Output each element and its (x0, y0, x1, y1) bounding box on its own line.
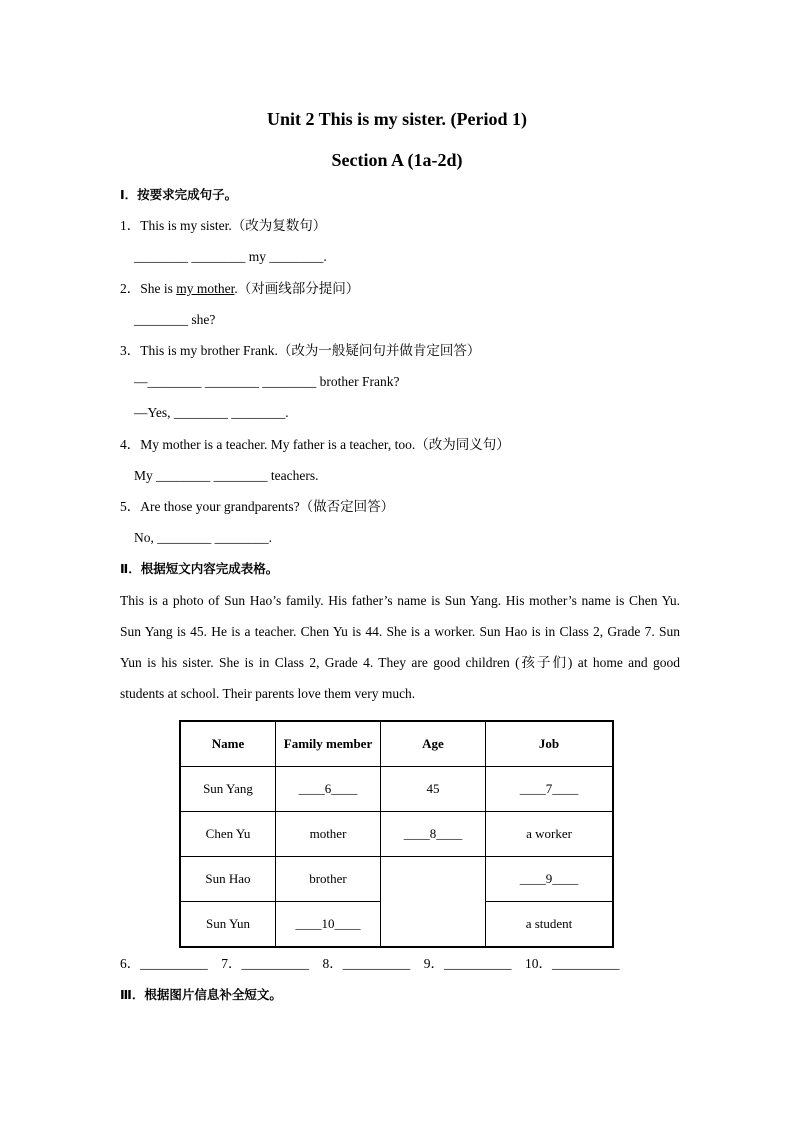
question-3-blank-2[interactable]: —Yes, ________ ________. (134, 405, 289, 420)
question-3: 3．This is my brother Frank.（改为一般疑问句并做肯定回答） (120, 343, 481, 358)
section-3-heading: Ⅲ．根据图片信息补全短文。 (120, 987, 282, 1002)
question-5: 5．Are those your grandparents?（做否定回答） (120, 499, 395, 514)
header-name: Name (180, 721, 276, 767)
question-4: 4．My mother is a teacher. My father is a teacher, too.（改为同义句） (120, 437, 510, 452)
cell-blank-9[interactable]: ____9____ (486, 857, 614, 902)
cell-job: a student (486, 902, 614, 948)
section-2-heading: Ⅱ．根据短文内容完成表格。 (120, 561, 279, 576)
cell-member: mother (276, 812, 381, 857)
cell-job: a worker (486, 812, 614, 857)
table-row (180, 857, 613, 902)
cell-blank-8[interactable]: ____8____ (381, 812, 486, 857)
page-subtitle: Section A (1a-2d) (331, 150, 463, 170)
question-3-blank-1[interactable]: —________ ________ ________ brother Frank? (134, 374, 400, 389)
family-table (179, 720, 614, 948)
cell-blank-10[interactable]: ____10____ (276, 902, 381, 948)
page-title: Unit 2 This is my sister. (Period 1) (266, 109, 527, 129)
section-1-heading: Ⅰ．按要求完成句子。 (120, 187, 238, 202)
cell-name: Sun Yang (180, 767, 276, 812)
header-job: Job (486, 721, 614, 767)
cell-name: Sun Hao (180, 857, 276, 902)
cell-member: brother (276, 857, 381, 902)
question-2-underlined: my mother (176, 281, 235, 296)
table-row (180, 812, 613, 857)
question-2 (120, 280, 359, 298)
question-2-pre: 2．She is (120, 281, 177, 296)
question-2-post: .（对画线部分提问） (234, 281, 360, 296)
cell-age-merged (381, 857, 486, 948)
reading-passage: This is a photo of Sun Hao’s family. His father’s name is Sun Yang. His mother’s name is Chen Yu. Sun Yang is 45. He is a teacher. Chen Yu is 44. She is a worker. Sun Hao is in Class 2, Grade 7. Sun Yun is his sister. She is in Class 2, Grade 4. They are good children (孩子们) at home and good students at school. Their parents love them very much. (120, 593, 680, 701)
cell-name: Chen Yu (180, 812, 276, 857)
header-family-member: Family member (276, 721, 381, 767)
table-row (180, 767, 613, 812)
table-header-row (180, 721, 613, 767)
cell-blank-6[interactable]: ____6____ (276, 767, 381, 812)
cell-name: Sun Yun (180, 902, 276, 948)
question-1: 1．This is my sister.（改为复数句） (120, 218, 327, 233)
question-4-blank[interactable]: My ________ ________ teachers. (134, 468, 319, 483)
header-age: Age (381, 721, 486, 767)
cell-blank-7[interactable]: ____7____ (486, 767, 614, 812)
answer-blanks[interactable]: 6．__________ 7．__________ 8．__________ 9．__________ 10．__________ (120, 956, 620, 971)
question-2-blank[interactable]: ________ she? (134, 312, 216, 327)
question-1-blank[interactable]: ________ ________ my ________. (134, 249, 327, 264)
question-5-blank[interactable]: No, ________ ________. (134, 530, 272, 545)
cell-age: 45 (381, 767, 486, 812)
